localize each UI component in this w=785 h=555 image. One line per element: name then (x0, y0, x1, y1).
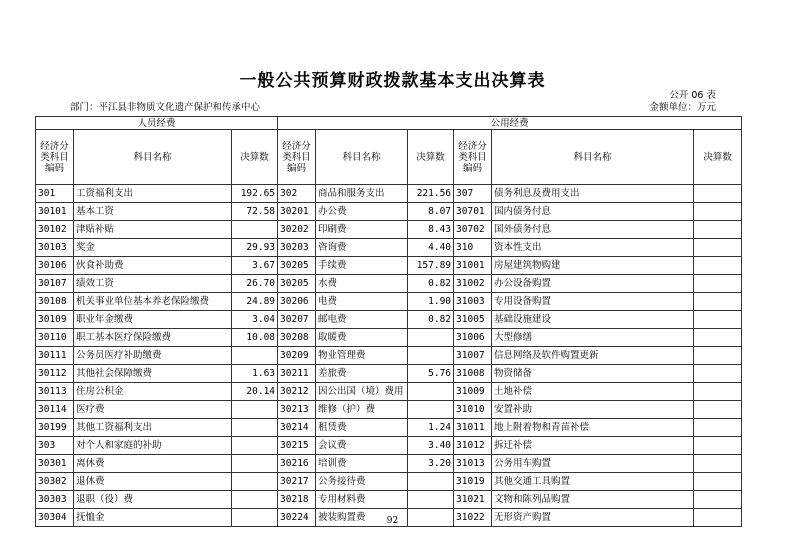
table-row (36, 239, 742, 257)
name-cell: 因公出国（境）费用 (316, 383, 408, 401)
name-cell: 土地补偿 (492, 383, 694, 401)
amount-cell: 24.89 (232, 293, 278, 311)
table-row (36, 203, 742, 221)
name-cell: 离休费 (74, 455, 232, 473)
name-cell: 住房公积金 (74, 383, 232, 401)
amount-cell (694, 437, 742, 455)
code-cell: 30108 (36, 293, 74, 311)
code-cell: 30114 (36, 401, 74, 419)
code-cell: 30202 (278, 221, 316, 239)
table-row (36, 311, 742, 329)
name-cell: 工资福利支出 (74, 185, 232, 203)
name-cell: 印刷费 (316, 221, 408, 239)
code-cell: 31022 (454, 509, 492, 527)
code-cell: 31011 (454, 419, 492, 437)
group-header-personnel: 人员经费 (36, 117, 278, 130)
table-row (36, 221, 742, 239)
name-cell: 退休费 (74, 473, 232, 491)
amount-cell (232, 473, 278, 491)
amount-cell (408, 383, 454, 401)
name-cell: 租赁费 (316, 419, 408, 437)
amount-cell (232, 455, 278, 473)
header-amount: 决算数 (408, 130, 454, 185)
amount-cell (232, 401, 278, 419)
amount-cell (408, 491, 454, 509)
header-code: 经济分类科目编码 (278, 130, 316, 185)
name-cell: 伙食补助费 (74, 257, 232, 275)
table-row (36, 437, 742, 455)
table-row (36, 473, 742, 491)
amount-cell (232, 437, 278, 455)
table-row (36, 329, 742, 347)
amount-cell (694, 473, 742, 491)
table-row (36, 401, 742, 419)
amount-cell: 192.65 (232, 185, 278, 203)
name-cell: 职业年金缴费 (74, 311, 232, 329)
table-row (36, 257, 742, 275)
amount-cell: 1.24 (408, 419, 454, 437)
code-cell: 30218 (278, 491, 316, 509)
table-row (36, 455, 742, 473)
amount-cell: 72.58 (232, 203, 278, 221)
name-cell: 公务员医疗补助缴费 (74, 347, 232, 365)
code-cell: 302 (278, 185, 316, 203)
code-cell: 30110 (36, 329, 74, 347)
amount-cell (408, 473, 454, 491)
name-cell: 咨询费 (316, 239, 408, 257)
amount-cell: 0.82 (408, 275, 454, 293)
code-cell: 30113 (36, 383, 74, 401)
amount-cell (694, 491, 742, 509)
code-cell: 30701 (454, 203, 492, 221)
code-cell: 31006 (454, 329, 492, 347)
name-cell: 商品和服务支出 (316, 185, 408, 203)
name-cell: 被装购置费 (316, 509, 408, 527)
amount-cell (408, 329, 454, 347)
code-cell: 301 (36, 185, 74, 203)
header-name: 科目名称 (74, 130, 232, 185)
name-cell: 会议费 (316, 437, 408, 455)
amount-cell: 157.89 (408, 257, 454, 275)
name-cell: 退职（役）费 (74, 491, 232, 509)
name-cell: 拆迁补偿 (492, 437, 694, 455)
code-cell: 30209 (278, 347, 316, 365)
header-code: 经济分类科目编码 (454, 130, 492, 185)
code-cell: 31001 (454, 257, 492, 275)
form-code: 公开 06 表 (669, 90, 716, 101)
code-cell: 30206 (278, 293, 316, 311)
code-cell: 30101 (36, 203, 74, 221)
name-cell: 办公费 (316, 203, 408, 221)
name-cell: 专用材料费 (316, 491, 408, 509)
code-cell: 30102 (36, 221, 74, 239)
code-cell: 303 (36, 437, 74, 455)
code-cell: 30302 (36, 473, 74, 491)
code-cell: 31019 (454, 473, 492, 491)
code-cell: 30208 (278, 329, 316, 347)
amount-cell: 8.07 (408, 203, 454, 221)
code-cell: 30203 (278, 239, 316, 257)
amount-cell (408, 401, 454, 419)
name-cell: 绩效工资 (74, 275, 232, 293)
name-cell: 机关事业单位基本养老保险缴费 (74, 293, 232, 311)
table-row (36, 419, 742, 437)
code-cell: 310 (454, 239, 492, 257)
amount-cell: 20.14 (232, 383, 278, 401)
amount-cell (694, 455, 742, 473)
code-cell: 30303 (36, 491, 74, 509)
code-cell: 30205 (278, 257, 316, 275)
name-cell: 物业管理费 (316, 347, 408, 365)
code-cell: 31013 (454, 455, 492, 473)
code-cell: 30214 (278, 419, 316, 437)
amount-cell: 26.70 (232, 275, 278, 293)
amount-cell: 10.08 (232, 329, 278, 347)
amount-cell (694, 185, 742, 203)
amount-cell (232, 347, 278, 365)
name-cell: 物资储备 (492, 365, 694, 383)
name-cell: 大型修缮 (492, 329, 694, 347)
amount-cell: 3.67 (232, 257, 278, 275)
code-cell: 31012 (454, 437, 492, 455)
amount-cell: 3.40 (408, 437, 454, 455)
name-cell: 专用设备购置 (492, 293, 694, 311)
name-cell: 差旅费 (316, 365, 408, 383)
amount-cell (694, 203, 742, 221)
table-row (36, 383, 742, 401)
name-cell: 其他工资福利支出 (74, 419, 232, 437)
code-cell: 31007 (454, 347, 492, 365)
amount-cell: 3.20 (408, 455, 454, 473)
code-cell: 30111 (36, 347, 74, 365)
name-cell: 邮电费 (316, 311, 408, 329)
page-number: 92 (386, 516, 399, 526)
header-code: 经济分类科目编码 (36, 130, 74, 185)
code-cell: 31008 (454, 365, 492, 383)
code-cell: 30199 (36, 419, 74, 437)
name-cell: 公务用车购置 (492, 455, 694, 473)
name-cell: 津贴补贴 (74, 221, 232, 239)
code-cell: 31002 (454, 275, 492, 293)
code-cell: 30103 (36, 239, 74, 257)
amount-cell: 0.82 (408, 311, 454, 329)
code-cell: 30112 (36, 365, 74, 383)
name-cell: 公务接待费 (316, 473, 408, 491)
amount-cell (694, 257, 742, 275)
table-row (36, 365, 742, 383)
page-title: 一般公共预算财政拨款基本支出决算表 (239, 71, 546, 91)
code-cell: 30205 (278, 275, 316, 293)
name-cell: 基本工资 (74, 203, 232, 221)
code-cell: 30107 (36, 275, 74, 293)
header-name: 科目名称 (492, 130, 694, 185)
code-cell: 31009 (454, 383, 492, 401)
name-cell: 培训费 (316, 455, 408, 473)
code-cell: 30224 (278, 509, 316, 527)
group-header-row (36, 117, 742, 130)
name-cell: 文物和陈列品购置 (492, 491, 694, 509)
name-cell: 其他交通工具购置 (492, 473, 694, 491)
code-cell: 30207 (278, 311, 316, 329)
code-cell: 30304 (36, 509, 74, 527)
name-cell: 水费 (316, 275, 408, 293)
code-cell: 30109 (36, 311, 74, 329)
name-cell: 房屋建筑物购建 (492, 257, 694, 275)
expenditure-table (35, 116, 742, 527)
amount-cell (232, 221, 278, 239)
unit-label: 金额单位：万元 (649, 102, 716, 113)
name-cell: 手续费 (316, 257, 408, 275)
group-header-public: 公用经费 (278, 117, 742, 130)
header-amount: 决算数 (232, 130, 278, 185)
name-cell: 地上附着物和青苗补偿 (492, 419, 694, 437)
code-cell: 30211 (278, 365, 316, 383)
name-cell: 职工基本医疗保险缴费 (74, 329, 232, 347)
name-cell: 维修（护）费 (316, 401, 408, 419)
name-cell: 电费 (316, 293, 408, 311)
name-cell: 国内债务付息 (492, 203, 694, 221)
amount-cell: 221.56 (408, 185, 454, 203)
code-cell: 307 (454, 185, 492, 203)
name-cell: 资本性支出 (492, 239, 694, 257)
table-row (36, 347, 742, 365)
amount-cell (694, 329, 742, 347)
name-cell: 债务利息及费用支出 (492, 185, 694, 203)
amount-cell: 8.43 (408, 221, 454, 239)
code-cell: 30702 (454, 221, 492, 239)
table-row (36, 275, 742, 293)
name-cell: 医疗费 (74, 401, 232, 419)
header-amount: 决算数 (694, 130, 742, 185)
department-label: 部门：平江县非物质文化遗产保护和传承中心 (70, 102, 261, 113)
amount-cell (694, 239, 742, 257)
code-cell: 30301 (36, 455, 74, 473)
name-cell: 无形资产购置 (492, 509, 694, 527)
amount-cell: 1.63 (232, 365, 278, 383)
amount-cell: 3.04 (232, 311, 278, 329)
amount-cell (232, 419, 278, 437)
name-cell: 对个人和家庭的补助 (74, 437, 232, 455)
code-cell: 31021 (454, 491, 492, 509)
code-cell: 30201 (278, 203, 316, 221)
amount-cell (694, 311, 742, 329)
table-row (36, 293, 742, 311)
name-cell: 抚恤金 (74, 509, 232, 527)
code-cell: 31003 (454, 293, 492, 311)
amount-cell: 5.76 (408, 365, 454, 383)
amount-cell (694, 275, 742, 293)
amount-cell (694, 401, 742, 419)
name-cell: 信息网络及软件购置更新 (492, 347, 694, 365)
table-row (36, 185, 742, 203)
amount-cell (694, 419, 742, 437)
amount-cell: 1.90 (408, 293, 454, 311)
name-cell: 其他社会保障缴费 (74, 365, 232, 383)
amount-cell (694, 221, 742, 239)
amount-cell (408, 347, 454, 365)
name-cell: 安置补助 (492, 401, 694, 419)
code-cell: 30216 (278, 455, 316, 473)
amount-cell (694, 383, 742, 401)
amount-cell (232, 491, 278, 509)
name-cell: 奖金 (74, 239, 232, 257)
code-cell: 31010 (454, 401, 492, 419)
amount-cell (694, 365, 742, 383)
column-header-row (36, 130, 742, 185)
code-cell: 30217 (278, 473, 316, 491)
name-cell: 办公设备购置 (492, 275, 694, 293)
amount-cell: 4.40 (408, 239, 454, 257)
code-cell: 30212 (278, 383, 316, 401)
name-cell: 取暖费 (316, 329, 408, 347)
amount-cell (694, 347, 742, 365)
code-cell: 30213 (278, 401, 316, 419)
code-cell: 30215 (278, 437, 316, 455)
code-cell: 30106 (36, 257, 74, 275)
table-row (36, 491, 742, 509)
amount-cell (694, 293, 742, 311)
name-cell: 国外债务付息 (492, 221, 694, 239)
header-name: 科目名称 (316, 130, 408, 185)
code-cell: 31005 (454, 311, 492, 329)
amount-cell: 29.93 (232, 239, 278, 257)
name-cell: 基础设施建设 (492, 311, 694, 329)
